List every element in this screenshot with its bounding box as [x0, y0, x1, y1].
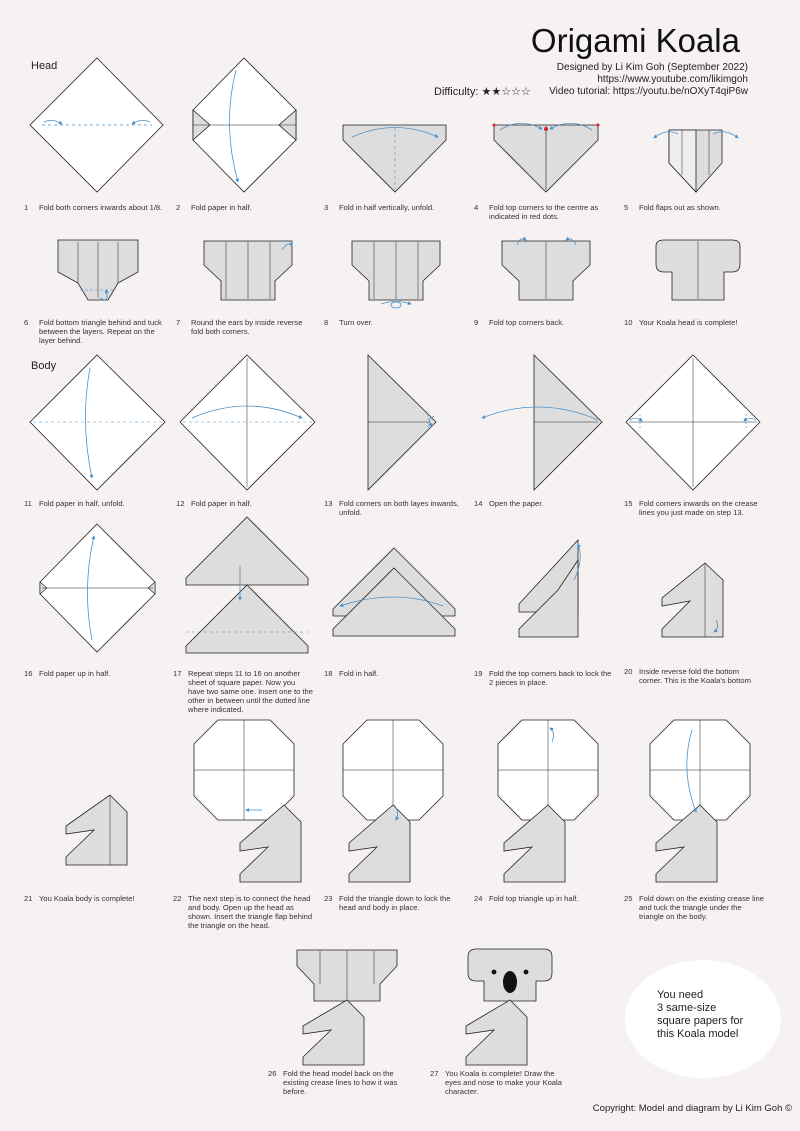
difficulty-label: Difficulty:	[434, 86, 479, 98]
tutorial-link[interactable]: Video tutorial: https://youtu.be/nOXyT4qiP6w	[549, 86, 748, 97]
page-title: Origami Koala	[530, 22, 740, 59]
step-15-diagram	[626, 355, 760, 490]
step-2-diagram	[193, 58, 296, 192]
designer-credit: Designed by Li Kim Goh (September 2022)	[556, 62, 748, 73]
step-6-diagram	[58, 240, 138, 300]
step-25-diagram	[650, 720, 750, 882]
step-4-diagram	[493, 123, 600, 192]
step-8-diagram	[352, 241, 440, 308]
step-20-diagram	[662, 563, 723, 637]
step-13-diagram	[368, 355, 436, 490]
copyright-notice: Copyright: Model and diagram by Li Kim Goh ©	[592, 1103, 792, 1114]
paper-requirement-text: You need 3 same-size square papers for this Koala model	[657, 989, 744, 1040]
step-19-diagram	[519, 540, 580, 637]
step-16-diagram	[40, 524, 155, 652]
instruction-sheet: Origami Koala Designed by Li Kim Goh (September 2022) https://www.youtube.com/likimgoh Video tutorial: https://youtu.be/nOXyT4qiP6w Difficulty: ★★☆☆☆ Head Body 1 Fold both corners inwards about 1/8. 2 Fold paper in half. 3 Fold in half vertically, unfold. 4 Fold top corners to the centre as indicated in red dots. 5 Fold flaps out as shown. 6 Fold bottom triangle behind and tuck between the layers. Repeat on the layer behind. 7 Round the ears by inside reverse fold both corners. 8 Turn over. 9 Fold top corners back. 10 Your Koala head is complete! 11 Fold paper in half, unfold. 12 Fold paper in half. 13 Fold corners on both layes inwards, unfold. 14 Open the paper. 15 Fold corners inwards on the crease lines you just made on step 13. 16 Fold paper up in half. 17 Repeat steps 11 to 16 on another sheet of square paper. Now you have two same one. Insert one to the other in between until the dotted line where indicated. 18 Fold in half. 19 Fold the top corners back to lock the 2 pieces in place. 20 Inside reverse fold the bottom corner. This is the Koala's bottom 21 You Koala body is complete! 22 The next step is to connect the head and body. Open up the head as shown. Insert the triangle flap behind the triangle on the head. 23 Fold the triangle down to lock the head and body in place. 24 Fold top triangle up in half. 25 Fold down on the existing crease line and tuck the triangle under the triangle on the body. 26 Fold the head model back on the existing crease lines to how it was before. 27 You Koala is complete! Draw the eyes and nose to make your Koala character. You need 3 same-size square papers for this Koala model Copyright: Model and diagram by Li Kim Goh ©	[0, 0, 800, 1131]
step-22-diagram	[194, 720, 301, 882]
step-23-diagram	[343, 720, 443, 882]
step-11-diagram	[30, 355, 165, 490]
difficulty-stars: ★★☆☆☆	[481, 86, 531, 98]
step-21-diagram	[66, 795, 127, 865]
step-27-diagram	[466, 949, 552, 1065]
section-head-label: Head	[31, 60, 58, 72]
step-24-diagram	[498, 720, 598, 882]
step-7-diagram	[204, 241, 292, 300]
step-5-diagram	[654, 130, 738, 192]
step-3-diagram	[343, 125, 446, 192]
section-body-label: Body	[31, 360, 57, 372]
step-17-diagram	[186, 517, 308, 653]
step-1-diagram	[30, 58, 163, 192]
step-12-diagram	[180, 355, 315, 490]
step-18-diagram	[333, 548, 455, 636]
step-10-diagram	[656, 240, 740, 300]
channel-link[interactable]: https://www.youtube.com/likimgoh	[597, 74, 748, 85]
step-14-diagram	[482, 355, 602, 490]
step-26-diagram	[297, 950, 397, 1065]
step-9-diagram	[502, 239, 590, 300]
